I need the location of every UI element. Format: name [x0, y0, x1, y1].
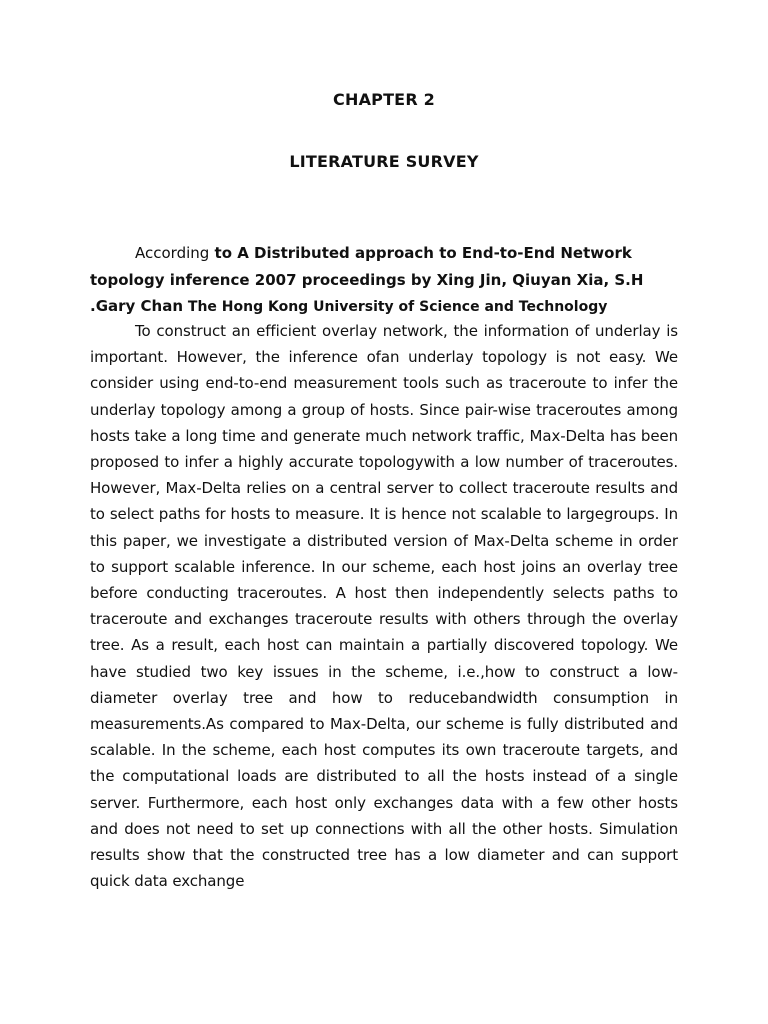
body-paragraph: To construct an efficient overlay network, the information of underlay is important. However, the inference ofan underlay topology is not easy. We consider using end-to-end measurement tools such as traceroute to infer the underlay topology among a group of hosts. Since pair-wise traceroutes among hosts take a long time and generate much network traffic, Max-Delta has been proposed to infer a highly accurate topologywith a low number of traceroutes. However, Max-Delta relies on a central server to collect traceroute results and to select paths for hosts to measure. It is hence not scalable to largegroups. In this paper, we investigate a distributed version of Max-Delta scheme in order to support scalable inference. In our scheme, each host joins an overlay tree before conducting traceroutes. A host then independently selects paths to traceroute and exchanges traceroute results with others through the overlay tree. As a result, each host can maintain a partially discovered topology. We have studied two key issues in the scheme, i.e.,how to construct a low-diameter overlay tree and how to reducebandwidth consumption in measurements.As compared to Max-Delta, our scheme is fully distributed and scalable. In the scheme, each host computes its own traceroute targets, and the computational loads are distributed to all the hosts instead of a single server. Furthermore, each host only exchanges data with a few other hosts and does not need to set up connections with all the other hosts. Simulation results show that the constructed tree has a low diameter and can support quick data exchange	[90, 322, 678, 891]
citation-lead: According	[135, 244, 210, 262]
chapter-heading: CHAPTER 2	[333, 90, 435, 109]
citation-paragraph	[90, 240, 680, 321]
citation-reference: to A Distributed approach to End-to-End Network topology inference 2007 proceedings by Xing Jin, Qiuyan Xia, S.H .Gary Chan	[90, 244, 644, 315]
citation-institution: The Hong Kong University of Science and Technology	[183, 299, 608, 315]
section-heading: LITERATURE SURVEY	[289, 152, 479, 171]
